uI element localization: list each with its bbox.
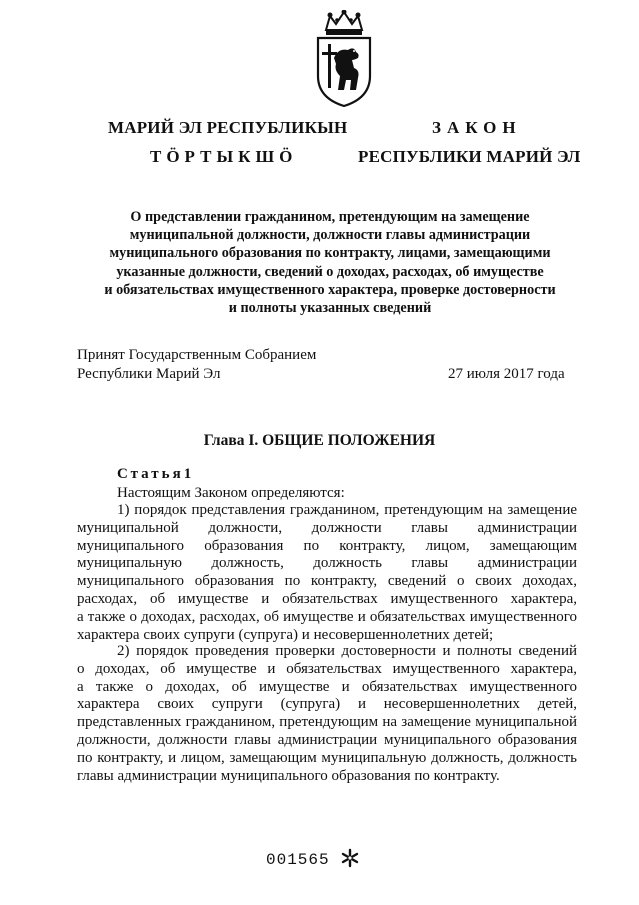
law-title-line: муниципальной должности, должности главы администрации	[129, 227, 531, 244]
coat-of-arms-icon	[304, 10, 384, 108]
law-title-line: и полноты указанных сведений	[228, 300, 432, 317]
chapter-heading: Глава I. ОБЩИЕ ПОЛОЖЕНИЯ	[203, 432, 436, 449]
article-paragraph-1	[77, 502, 577, 644]
paragraph-line: муниципального образования по контракту, сведений о своих доходах,	[77, 573, 577, 590]
paragraph-line: характера своих супруги (супруга) и несовершеннолетних детей;	[77, 626, 494, 643]
article-heading: Статья1	[117, 466, 195, 482]
law-title	[60, 208, 600, 317]
law-title-line: и обязательствах имущественного характера, проверке достоверности	[104, 281, 556, 298]
header-right-line1: ЗАКОН	[432, 118, 522, 137]
paragraph-line: о доходах, об имуществе и обязательствах имущественного характера,	[77, 660, 577, 677]
header-left-line1: МАРИЙ ЭЛ РЕСПУБЛИКЫН	[108, 118, 348, 137]
law-title-line: муниципального образования по контракту, лицами, замещающими	[109, 245, 551, 262]
law-title-line: О представлении гражданином, претендующим на замещение	[130, 209, 530, 225]
article-intro: Настоящим Законом определяются:	[117, 485, 345, 501]
header-right-line2: РЕСПУБЛИКИ МАРИЙ ЭЛ	[358, 147, 581, 166]
paragraph-line: по контракту, и лицом, замещающим муниципальную должность, должность	[77, 749, 577, 766]
law-title-line: указанные должности, сведений о доходах, расходах, об имуществе	[116, 263, 544, 280]
paragraph-line: муниципальную должность, должность главы администрации	[77, 555, 577, 572]
paragraph-line: 2) порядок проведения проверки достоверности и полноты сведений	[117, 643, 577, 659]
paragraph-line: должности, должности главы администрации муниципального образования	[77, 731, 577, 748]
adoption-line: Принят Государственным Собранием	[77, 347, 317, 363]
adoption-line: Республики Марий Эл	[77, 366, 221, 382]
article-paragraph-2	[77, 643, 577, 785]
paragraph-line: представленных гражданином, претендующим на замещение муниципальной	[77, 714, 577, 731]
paragraph-line: расходах, об имуществе и обязательствах имущественного характера,	[77, 590, 577, 607]
paragraph-line: 1) порядок представления гражданином, претендующим на замещение	[117, 502, 577, 518]
paragraph-line: муниципального образования по контракту, лицом, замещающим	[77, 537, 577, 554]
header-left-line2: ТӦРТЫКШӦ	[150, 147, 298, 166]
adoption-info	[77, 346, 316, 384]
paragraph-line: муниципальной должности, должности главы администрации	[77, 519, 577, 536]
asterisk-mark-icon	[340, 848, 360, 868]
paragraph-line: характера своих супруги (супруга) и несовершеннолетних детей,	[77, 696, 577, 713]
serial-number: 001565	[266, 851, 330, 869]
paragraph-line: а также о доходах, об имуществе и обязательствах имущественного	[77, 678, 577, 695]
paragraph-line: главы администрации муниципального образования по контракту.	[77, 767, 500, 784]
adoption-date: 27 июля 2017 года	[448, 366, 565, 382]
paragraph-line: а также о доходах, расходах, об имуществе и обязательствах имущественного	[77, 608, 577, 625]
